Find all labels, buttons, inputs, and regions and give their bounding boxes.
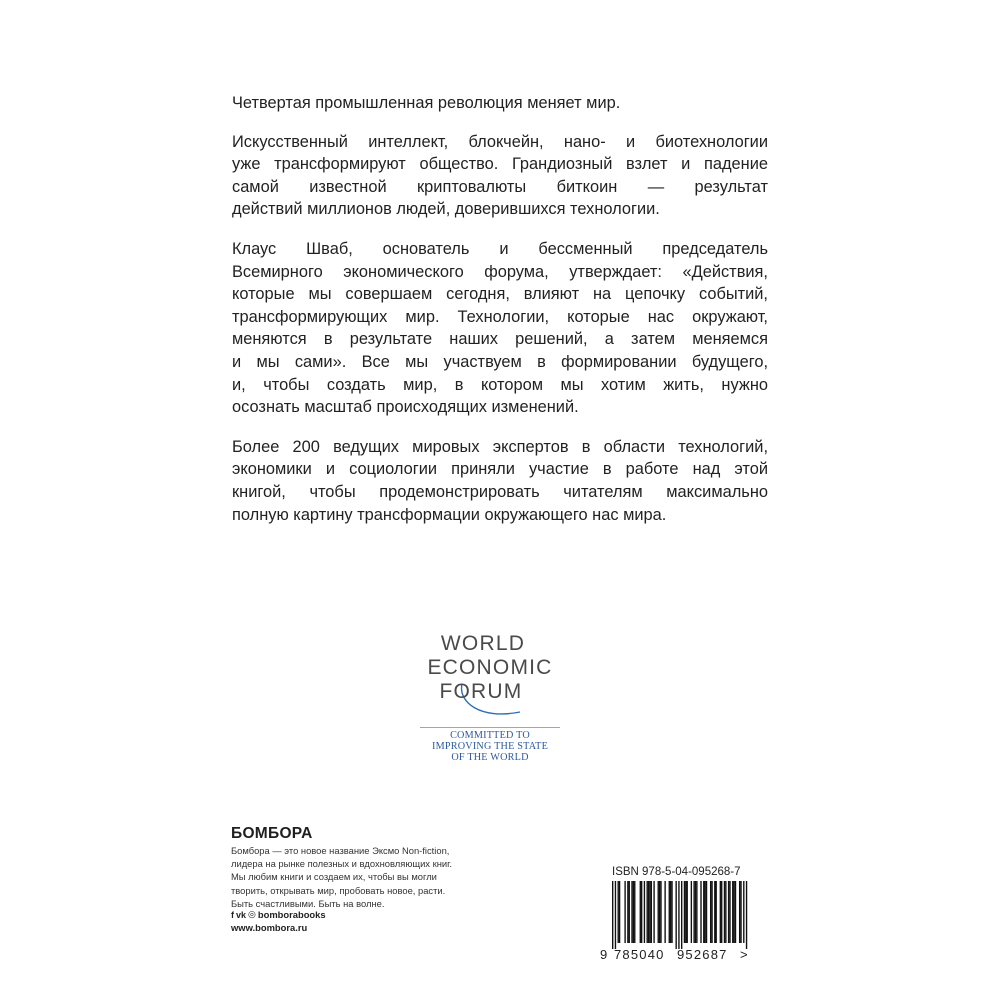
barcode-bar bbox=[678, 881, 679, 949]
barcode-bar bbox=[714, 881, 715, 943]
paragraph-line: и, чтобы создать мир, в котором мы хотим жить, нужно bbox=[232, 375, 768, 394]
barcode-bar bbox=[651, 881, 652, 943]
isbn-barcode bbox=[600, 881, 760, 951]
barcode-bar bbox=[644, 881, 645, 943]
vk-icon[interactable]: vk bbox=[236, 909, 247, 920]
barcode-bar bbox=[634, 881, 635, 943]
annotation-text bbox=[232, 92, 768, 543]
paragraph-line: полную картину трансформации окружающего нас мира. bbox=[232, 505, 667, 524]
publisher-description-line: Мы любим книги и создаем их, чтобы вы могли bbox=[231, 871, 437, 883]
publisher-description-line: Бомбора — это новое название Эксмо Non-fiction, bbox=[231, 845, 450, 856]
barcode-bar bbox=[624, 881, 625, 943]
barcode-digit-group: 9 bbox=[600, 947, 608, 962]
publisher-description-line: лидера на рынке полезных и вдохновляющих книг. bbox=[231, 858, 452, 870]
barcode-bar bbox=[629, 881, 630, 943]
paragraph-line: Клаус Шваб, основатель и бессменный председатель bbox=[232, 239, 768, 258]
paragraph-line: которые мы совершаем сегодня, влияют на цепочку событий, bbox=[232, 285, 768, 304]
wef-tagline-line: COMMITTED TO bbox=[450, 730, 530, 741]
barcode-bar bbox=[641, 881, 642, 943]
wef-tagline-line: OF THE WORLD bbox=[451, 751, 529, 763]
barcode-bar bbox=[659, 881, 660, 943]
paragraph-line: Всемирного экономического форума, утверждает: «Действия, bbox=[232, 262, 768, 281]
barcode-bar bbox=[627, 881, 628, 943]
wef-tagline-line: IMPROVING THE STATE bbox=[432, 740, 548, 752]
barcode-bar bbox=[746, 881, 747, 949]
barcode-bar bbox=[615, 881, 616, 949]
paragraph-line: меняются в результате наших решений, а затем меняемся bbox=[232, 330, 768, 349]
barcode-bar bbox=[732, 881, 733, 943]
paragraph-3 bbox=[232, 238, 768, 419]
barcode-bar bbox=[675, 881, 676, 949]
barcode-bar bbox=[664, 881, 665, 943]
barcode-bar bbox=[631, 881, 632, 943]
barcode-bar bbox=[671, 881, 672, 943]
barcode-bar bbox=[703, 881, 704, 943]
barcode-digit-group: 952687 bbox=[677, 947, 728, 962]
barcode-bar bbox=[658, 881, 659, 943]
paragraph-line: действий миллионов людей, доверившихся технологии. bbox=[232, 200, 660, 219]
barcode-bar bbox=[619, 881, 620, 943]
barcode-bar bbox=[716, 881, 717, 943]
barcode-bar bbox=[660, 881, 661, 943]
barcode-digit-group: 785040 bbox=[614, 947, 665, 962]
barcode-bar bbox=[700, 881, 701, 943]
paragraph-line: экономики и социологии приняли участие в работе над этой bbox=[232, 460, 768, 479]
paragraph-line: и мы сами». Все мы участвуем в формировании будущего, bbox=[232, 352, 768, 371]
barcode-bar bbox=[728, 881, 729, 943]
barcode-bar bbox=[685, 881, 686, 943]
barcode-bar bbox=[704, 881, 705, 943]
barcode-bar bbox=[612, 881, 613, 949]
barcode-bar bbox=[691, 881, 692, 943]
barcode-bar bbox=[633, 881, 634, 943]
barcode-bar bbox=[687, 881, 688, 943]
paragraph-line: Искусственный интеллект, блокчейн, нано- и биотехнологии bbox=[232, 132, 768, 151]
publisher-description bbox=[231, 844, 531, 910]
barcode-bar bbox=[720, 881, 721, 943]
wef-word-economic: ECONOMIC bbox=[427, 656, 553, 679]
wef-word-forum: FORUM bbox=[439, 680, 523, 703]
paragraph-4 bbox=[232, 436, 768, 526]
publisher-description-line: Быть счастливыми. Быть на волне. bbox=[231, 897, 385, 909]
paragraph-line: осознать масштаб происходящих изменений. bbox=[232, 398, 579, 417]
paragraph-1: Четвертая промышленная революция меняет мир. bbox=[232, 94, 621, 112]
paragraph-line: самой известной криптовалюты биткоин — результат bbox=[232, 177, 768, 196]
barcode-bar bbox=[618, 881, 619, 943]
barcode-bar bbox=[733, 881, 734, 943]
barcode-bar bbox=[693, 881, 694, 943]
barcode-bar bbox=[684, 881, 685, 943]
social-handle[interactable]: bomborabooks bbox=[257, 909, 326, 920]
barcode-bar bbox=[681, 881, 682, 949]
barcode-bar bbox=[711, 881, 712, 943]
barcode-bar bbox=[640, 881, 641, 943]
barcode-bar bbox=[649, 881, 650, 943]
paragraph-2 bbox=[232, 131, 768, 221]
publisher-name: БОМБОРА bbox=[231, 825, 313, 842]
barcode-bar bbox=[721, 881, 722, 943]
barcode-bar bbox=[695, 881, 696, 943]
barcode-bar bbox=[653, 881, 654, 943]
instagram-icon[interactable]: ◎ bbox=[248, 909, 256, 919]
world-economic-forum-logo bbox=[420, 632, 560, 762]
barcode-bar bbox=[669, 881, 670, 943]
barcode-bar bbox=[735, 881, 736, 943]
publisher-website[interactable]: www.bombora.ru bbox=[231, 922, 308, 933]
barcode-bar bbox=[710, 881, 711, 943]
paragraph-line: книгой, чтобы продемонстрировать читателям максимально bbox=[232, 482, 768, 501]
barcode-digits bbox=[600, 947, 760, 962]
paragraph-line: уже трансформируют общество. Грандиозный взлет и падение bbox=[232, 155, 768, 174]
publisher-description-line: творить, открывать мир, пробовать новое, расти. bbox=[231, 884, 446, 896]
barcode-bar bbox=[740, 881, 741, 943]
barcode-bar bbox=[724, 881, 725, 943]
barcode-bar bbox=[743, 881, 744, 943]
barcode-bar bbox=[725, 881, 726, 943]
barcode-bar bbox=[647, 881, 648, 943]
barcode-bar bbox=[648, 881, 649, 943]
paragraph-line: трансформирующих мир. Технологии, которые нас окружают, bbox=[232, 307, 768, 326]
facebook-icon[interactable]: f bbox=[231, 909, 234, 920]
paragraph-line: Более 200 ведущих мировых экспертов в области технологий, bbox=[232, 437, 768, 456]
wef-word-world: WORLD bbox=[440, 632, 526, 655]
barcode-bar bbox=[670, 881, 671, 943]
barcode-digit-group: > bbox=[740, 947, 748, 962]
isbn-label: ISBN 978-5-04-095268-7 bbox=[612, 866, 741, 878]
wef-divider bbox=[420, 727, 560, 728]
wef-tagline bbox=[420, 731, 560, 763]
social-links bbox=[231, 909, 326, 920]
barcode-bar bbox=[706, 881, 707, 943]
barcode-bar bbox=[729, 881, 730, 943]
barcode-bar bbox=[739, 881, 740, 943]
barcode-bar bbox=[696, 881, 697, 943]
